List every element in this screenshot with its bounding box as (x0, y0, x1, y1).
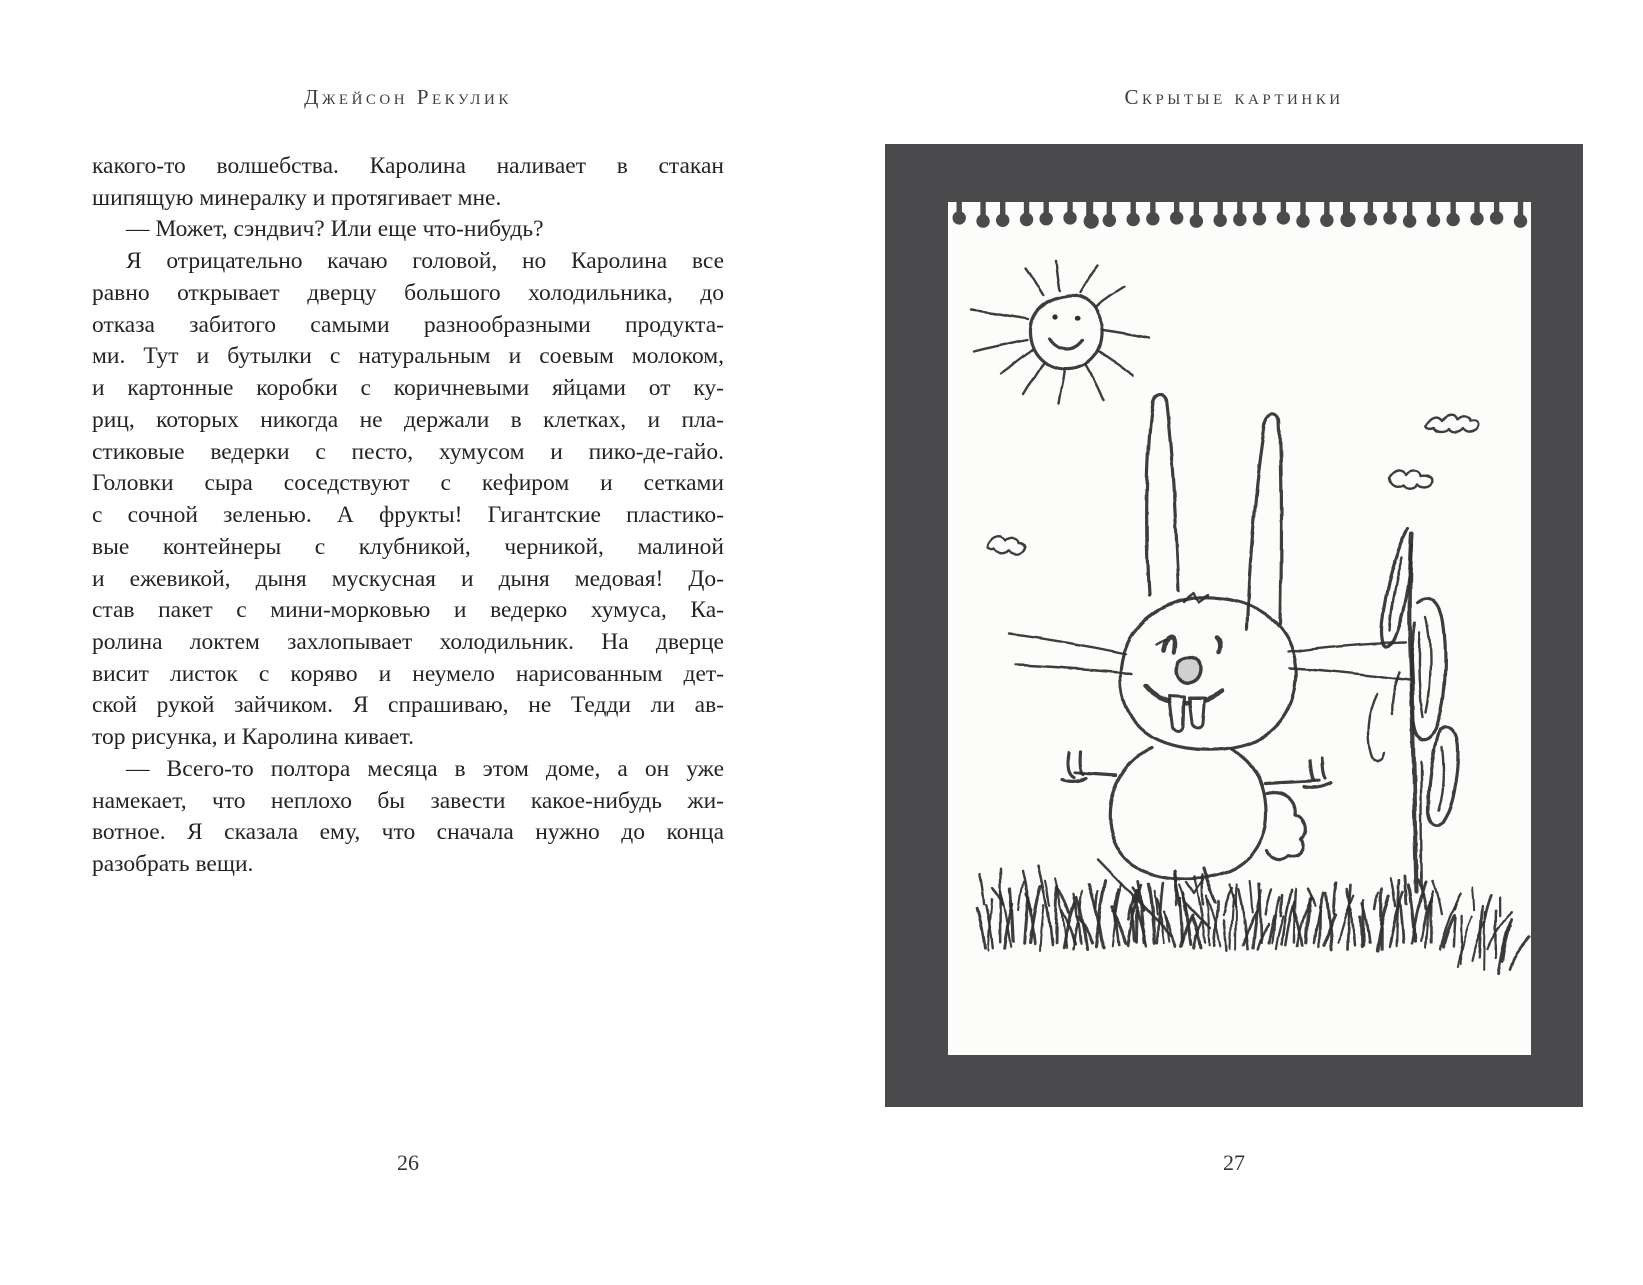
grass-blade (1223, 888, 1232, 916)
perforation-hole (1446, 213, 1459, 226)
grass-blade (1096, 891, 1098, 908)
text-line: Головки сыра соседствуют с кефиром и сетками (92, 470, 724, 497)
perforation-hole (1020, 213, 1033, 226)
text-line: став пакет с мини-морковью и ведерко хумуса, Ка- (92, 597, 724, 624)
perforation-hole (1214, 214, 1227, 227)
text-line: Я отрицательно качаю головой, но Каролина все (126, 248, 724, 275)
text-line: тор рисунка, и Каролина кивает. (92, 724, 414, 751)
grass-blade (1079, 891, 1082, 910)
perforation-hole (1320, 214, 1333, 227)
text-line: намекает, что неплохо бы завести какое-нибудь жи- (92, 787, 724, 814)
perforation-hole (1107, 202, 1112, 215)
grass-blade (1377, 897, 1389, 951)
perforation-hole (1253, 212, 1266, 225)
perforation-hole (1150, 202, 1155, 214)
perforation-hole (1518, 202, 1523, 216)
grass-blade (1133, 909, 1135, 942)
perforation-hole (1470, 212, 1483, 225)
grass-blade (1405, 877, 1406, 905)
grass-blade (1137, 911, 1138, 942)
grass-blade (1230, 895, 1234, 948)
rabbit-body (1110, 748, 1266, 879)
left-page-number: 26 (397, 1150, 419, 1175)
grass-blade (1510, 937, 1529, 969)
text-line: ролина локтем захлопывает холодильник. На дверце (92, 629, 724, 656)
grass-blade (1484, 912, 1485, 969)
perforation-hole (1514, 214, 1527, 227)
grass-blade (1397, 881, 1400, 946)
grass-blade (1202, 875, 1203, 905)
rabbit-tail (1266, 793, 1305, 859)
text-line: висит листок с коряво и неумело нарисованным дет- (92, 660, 724, 687)
perforation-hole (1340, 212, 1355, 227)
tree-leaf (1411, 598, 1446, 739)
photo-frame (885, 144, 1583, 1107)
text-line: с сочной зеленью. А фрукты! Гигантские пластико- (92, 502, 724, 529)
text-line: разобрать вещи. (92, 851, 254, 878)
perforation-hole (996, 214, 1009, 227)
perforation-hole (1403, 214, 1416, 227)
text-line: равно открывает дверцу большого холодильника, до (92, 279, 724, 306)
perforation-hole (1040, 212, 1053, 225)
grass-blade (1400, 902, 1404, 943)
perforation-hole (1237, 202, 1242, 215)
grass-blade (1454, 892, 1461, 908)
notepad-page (948, 202, 1531, 1055)
grass-blade (1473, 887, 1475, 910)
grass-blade (1391, 878, 1396, 906)
grass-blade (1480, 906, 1484, 957)
text-line: отказа забитого самыми разнообразными продукта- (92, 311, 724, 338)
text-line: шипящую минералку и протягивает мне. (92, 184, 502, 211)
perforation-hole (1368, 202, 1373, 214)
perforation-hole (976, 214, 989, 227)
text-line: ской рукой зайчиком. Я спрашиваю, не Тедди ли ав- (92, 692, 724, 719)
rabbit-tooth (1189, 698, 1204, 728)
tree-branch (1368, 694, 1384, 760)
grass-blade (1180, 899, 1183, 942)
grass-blade (1154, 891, 1157, 915)
grass-blade (1224, 921, 1227, 951)
text-line: — Может, сэндвич? Или еще что-нибудь? (126, 216, 544, 243)
perforation-hole (1431, 202, 1436, 215)
grass-blade (1239, 888, 1248, 949)
grass-blade (1056, 887, 1057, 942)
perforation-hole (1233, 213, 1246, 226)
perforation-hole (1127, 213, 1140, 226)
text-line: — Всего-то полтора месяца в этом доме, а он уже (126, 755, 724, 782)
perforation-hole (1063, 211, 1076, 224)
sun-drawing (970, 260, 1148, 404)
running-head-author: Джейсон Рекулик (304, 85, 512, 109)
child-drawing (948, 202, 1531, 1055)
grass-blade (1258, 924, 1269, 950)
grass-blade (977, 909, 985, 948)
rabbit-arm-right (1265, 781, 1319, 784)
perforation-hole (1194, 202, 1199, 216)
sun-eye (1074, 315, 1079, 320)
rabbit-drawing (1010, 394, 1410, 906)
grass-blade (1010, 888, 1013, 942)
perforation-hole (1490, 211, 1503, 224)
text-line: вотное. Я сказала ему, что сначала нужно до конца (92, 819, 724, 846)
perforation-hole (1296, 214, 1309, 227)
perforation-hole (980, 202, 985, 216)
rabbit-ear-left (1147, 394, 1179, 595)
grass-blade (1306, 898, 1310, 943)
perforation-hole (1474, 202, 1479, 214)
grass-blade (1361, 918, 1362, 947)
grass-blade (1025, 898, 1029, 944)
grass-blade (1334, 883, 1337, 913)
text-line: и ежевикой, дыня мускусная и дыня медовая! До- (92, 565, 724, 592)
rabbit-head (1120, 597, 1296, 749)
perforation-hole (1084, 214, 1099, 229)
text-line: ми. Тут и бутылки с натуральным и соевым молоком, (92, 343, 724, 370)
rabbit-tooth (1169, 696, 1184, 732)
grass-blade (1453, 917, 1455, 945)
perforation-hole (1300, 202, 1305, 216)
text-line: какого-то волшебства. Каролина наливает в стакан (92, 153, 724, 179)
grass-blade (1266, 889, 1272, 914)
running-head-title: Скрытые картинки (1124, 85, 1344, 109)
grass-blade (1485, 894, 1492, 919)
rabbit-whisker (1010, 634, 1126, 654)
sun-eye (1052, 314, 1057, 319)
tree-drawing (1368, 529, 1458, 892)
grass-blade (1250, 880, 1253, 912)
perforation-hole (1407, 202, 1412, 216)
perforation-hole (1131, 202, 1136, 215)
perforation-hole (1146, 212, 1159, 225)
perforation-hole (1257, 202, 1262, 214)
text-line: риц, которых никогда не держали в клетках, и пла- (92, 406, 724, 433)
perforation-hole (1000, 202, 1005, 215)
rabbit-hand-left (1062, 752, 1087, 781)
tree-leaf (1382, 529, 1412, 647)
grass-blade (1175, 871, 1177, 906)
grass-blade (1375, 893, 1379, 909)
grass-blade (980, 875, 984, 906)
grass-blade (1041, 907, 1045, 951)
perforation-hole (1218, 202, 1223, 215)
perforation-hole (1024, 202, 1029, 215)
perforation-hole (1190, 214, 1203, 227)
rabbit-hand-right (1305, 759, 1331, 788)
perforation-hole (1044, 202, 1049, 214)
right-page-number: 27 (1223, 1150, 1245, 1175)
perforation-strip (953, 202, 1528, 229)
perforation-hole (1450, 202, 1455, 215)
perforation-hole (1427, 214, 1440, 227)
perforation-hole (1170, 211, 1183, 224)
text-line: вые контейнеры с клубникой, черникой, малиной (92, 533, 724, 560)
rabbit-whisker (1290, 668, 1410, 680)
grass-blade (1461, 915, 1462, 964)
grass-blade (1432, 880, 1441, 913)
text-line: стиковые ведерки с песто, хумусом и пико-де-гайо. (92, 438, 724, 465)
rabbit-whisker (1016, 665, 1132, 673)
rabbit-eye-right (1217, 638, 1220, 652)
grass-blade (1019, 882, 1024, 910)
perforation-hole (1383, 211, 1396, 224)
grass-blade (1236, 883, 1237, 948)
body-text (92, 151, 724, 881)
perforation-hole (953, 211, 966, 224)
grass-blade (1409, 886, 1416, 942)
rabbit-nose (1177, 657, 1201, 683)
perforation-hole (1103, 214, 1116, 227)
grass-blade (1496, 910, 1497, 957)
perforation-hole (1277, 211, 1290, 224)
perforation-hole (1324, 202, 1329, 215)
text-line: и картонные коробки с коричневыми яйцами от ку- (92, 375, 724, 402)
grass-blade (1281, 895, 1282, 915)
rabbit-ear-right (1247, 415, 1281, 629)
perforation-hole (1364, 212, 1377, 225)
grass-drawing (977, 860, 1529, 972)
